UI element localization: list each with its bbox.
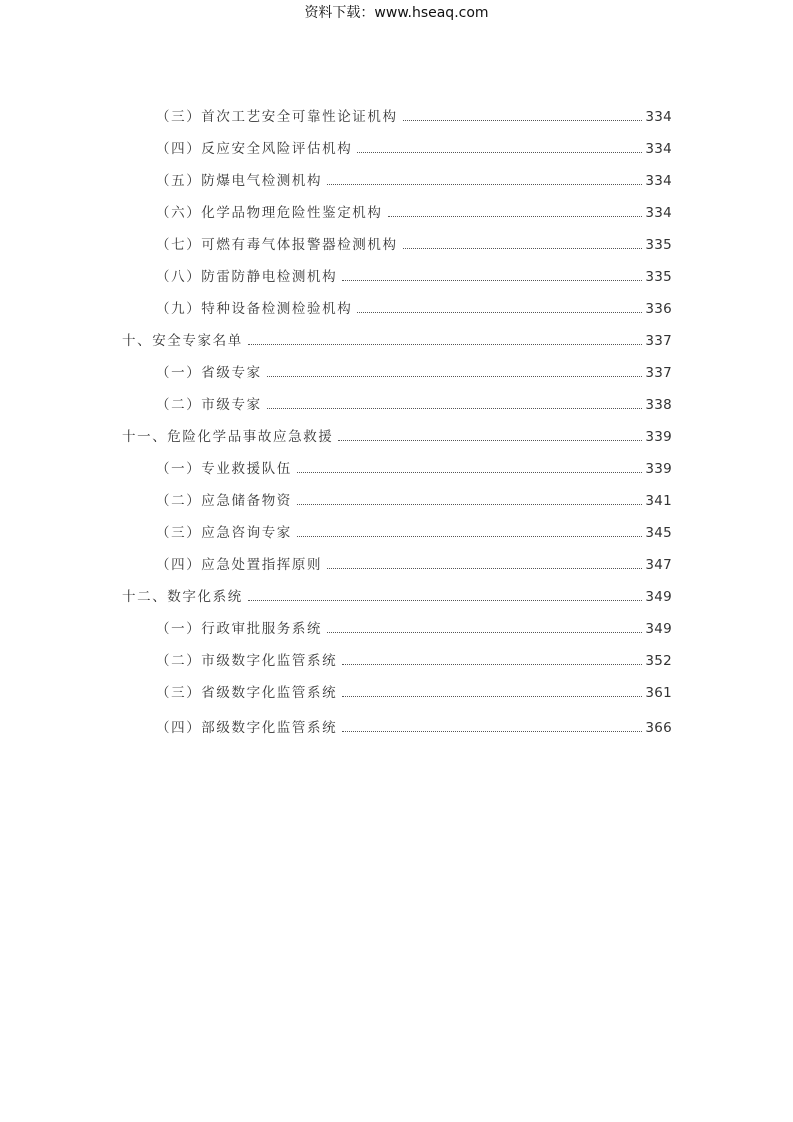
toc-entry-chapter[interactable]: [122, 423, 672, 445]
toc-entry-label: （九）特种设备检测检验机构: [156, 301, 353, 317]
toc-page-number: 337: [645, 365, 672, 381]
dot-leader: [327, 568, 642, 569]
toc-page-number: 341: [645, 493, 672, 509]
dot-leader: [297, 536, 642, 537]
toc-page-number: 352: [645, 653, 672, 669]
toc-page-number: 334: [645, 109, 672, 125]
page-header: 资料下载：www.hseaq.com: [304, 5, 489, 21]
toc-entry-label: （三）应急咨询专家: [156, 525, 292, 541]
dot-leader: [403, 120, 643, 121]
toc-page-number: 334: [645, 141, 672, 157]
dot-leader: [248, 600, 643, 601]
toc-entry[interactable]: [156, 103, 672, 125]
toc-entry-label: （七）可燃有毒气体报警器检测机构: [156, 237, 398, 253]
toc-entry[interactable]: [156, 391, 672, 413]
dot-leader: [403, 248, 643, 249]
toc-page-number: 335: [645, 269, 672, 285]
toc-entry[interactable]: [156, 231, 672, 253]
dot-leader: [267, 408, 643, 409]
dot-leader: [297, 504, 642, 505]
toc-page-number: 339: [645, 429, 672, 445]
toc-page-number: 338: [645, 397, 672, 413]
dot-leader: [248, 344, 643, 345]
dot-leader: [342, 280, 642, 281]
toc-page-number: 336: [645, 301, 672, 317]
toc-page-number: 335: [645, 237, 672, 253]
toc-page-number: 366: [645, 720, 672, 736]
dot-leader: [327, 632, 642, 633]
toc-page-number: 339: [645, 461, 672, 477]
toc-entry[interactable]: [156, 455, 672, 477]
toc-entry-label: （一）省级专家: [156, 365, 262, 381]
toc-page-number: 337: [645, 333, 672, 349]
toc-entry-label: （三）省级数字化监管系统: [156, 685, 338, 701]
toc-entry-chapter[interactable]: [122, 327, 672, 349]
dot-leader: [342, 731, 642, 732]
dot-leader: [342, 696, 642, 697]
toc-entry[interactable]: [156, 359, 672, 381]
toc-entry[interactable]: [156, 551, 672, 573]
toc-entry[interactable]: [156, 519, 672, 541]
toc-entry-label: 十二、数字化系统: [122, 589, 243, 605]
toc-entry[interactable]: [156, 714, 672, 736]
toc-page-number: 349: [645, 621, 672, 637]
toc-page-number: 345: [645, 525, 672, 541]
toc-entry-label: （二）应急储备物资: [156, 493, 292, 509]
dot-leader: [357, 312, 642, 313]
toc-entry[interactable]: [156, 647, 672, 669]
dot-leader: [342, 664, 642, 665]
toc-entry-label: （八）防雷防静电检测机构: [156, 269, 338, 285]
toc-entry-label: （二）市级专家: [156, 397, 262, 413]
toc-entry-label: （四）应急处置指挥原则: [156, 557, 323, 573]
dot-leader: [297, 472, 642, 473]
toc-entry-label: （四）反应安全风险评估机构: [156, 141, 353, 157]
toc-page-number: 349: [645, 589, 672, 605]
toc-entry-label: （六）化学品物理危险性鉴定机构: [156, 205, 383, 221]
toc-entry[interactable]: [156, 263, 672, 285]
toc-entry[interactable]: [156, 615, 672, 637]
toc-entry[interactable]: [156, 135, 672, 157]
dot-leader: [388, 216, 643, 217]
toc-entry[interactable]: [156, 487, 672, 509]
toc-entry-label: （一）行政审批服务系统: [156, 621, 323, 637]
toc-entry-label: （一）专业救援队伍: [156, 461, 292, 477]
toc-page-number: 334: [645, 173, 672, 189]
toc-entry-label: （五）防爆电气检测机构: [156, 173, 323, 189]
toc-entry-label: （三）首次工艺安全可靠性论证机构: [156, 109, 398, 125]
toc-entry-chapter[interactable]: [122, 583, 672, 605]
toc-entry-label: （二）市级数字化监管系统: [156, 653, 338, 669]
dot-leader: [327, 184, 642, 185]
toc-entry-label: 十一、危险化学品事故应急救援: [122, 429, 334, 445]
toc-entry[interactable]: [156, 679, 672, 701]
toc-entry[interactable]: [156, 199, 672, 221]
dot-leader: [267, 376, 643, 377]
dot-leader: [357, 152, 642, 153]
toc-page-number: 347: [645, 557, 672, 573]
toc-entry-label: 十、安全专家名单: [122, 333, 243, 349]
toc-entry-label: （四）部级数字化监管系统: [156, 720, 338, 736]
toc-entry[interactable]: [156, 295, 672, 317]
dot-leader: [338, 440, 642, 441]
toc-page-number: 334: [645, 205, 672, 221]
toc-page-number: 361: [645, 685, 672, 701]
toc-entry[interactable]: [156, 167, 672, 189]
